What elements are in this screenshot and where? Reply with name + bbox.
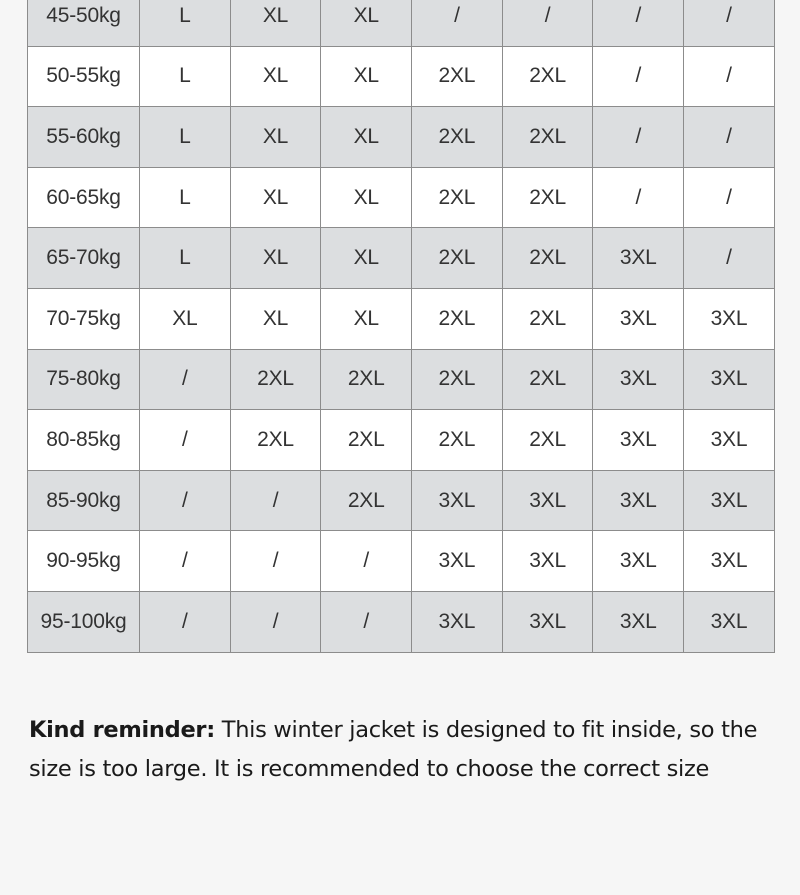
size-cell: 2XL: [502, 410, 593, 471]
size-cell: 3XL: [684, 591, 775, 652]
size-cell: 2XL: [321, 470, 412, 531]
weight-cell: 60-65kg: [28, 167, 140, 228]
weight-cell: 85-90kg: [28, 470, 140, 531]
size-cell: 2XL: [230, 349, 321, 410]
size-cell: /: [230, 470, 321, 531]
size-cell: XL: [140, 288, 231, 349]
table-row: [28, 46, 775, 107]
size-cell: XL: [321, 46, 412, 107]
table-row: [28, 349, 775, 410]
size-cell: XL: [230, 46, 321, 107]
size-cell: 3XL: [412, 591, 503, 652]
size-cell: 2XL: [502, 107, 593, 168]
size-cell: 2XL: [502, 228, 593, 289]
size-cell: 2XL: [412, 107, 503, 168]
size-cell: /: [593, 107, 684, 168]
size-cell: XL: [321, 0, 412, 46]
weight-cell: 75-80kg: [28, 349, 140, 410]
size-cell: 3XL: [593, 410, 684, 471]
size-cell: 3XL: [684, 349, 775, 410]
size-cell: /: [230, 531, 321, 592]
size-cell: XL: [321, 228, 412, 289]
size-cell: 3XL: [502, 470, 593, 531]
table-row: [28, 531, 775, 592]
size-cell: 3XL: [593, 531, 684, 592]
weight-cell: 90-95kg: [28, 531, 140, 592]
size-cell: /: [684, 167, 775, 228]
table-row: [28, 591, 775, 652]
size-cell: 3XL: [684, 531, 775, 592]
size-cell: XL: [230, 288, 321, 349]
size-cell: /: [502, 0, 593, 46]
size-cell: /: [321, 591, 412, 652]
size-cell: 3XL: [593, 349, 684, 410]
table-row: [28, 107, 775, 168]
size-cell: XL: [321, 167, 412, 228]
size-cell: 3XL: [502, 591, 593, 652]
kind-reminder-label: Kind reminder:: [29, 717, 215, 743]
size-cell: /: [593, 167, 684, 228]
size-cell: /: [140, 531, 231, 592]
size-cell: 3XL: [593, 470, 684, 531]
table-row: [28, 167, 775, 228]
size-cell: 2XL: [412, 288, 503, 349]
size-cell: /: [593, 46, 684, 107]
weight-cell: 95-100kg: [28, 591, 140, 652]
size-cell: XL: [230, 0, 321, 46]
size-chart-body: [28, 0, 775, 652]
size-cell: XL: [321, 288, 412, 349]
size-cell: 3XL: [593, 228, 684, 289]
size-cell: 3XL: [684, 470, 775, 531]
size-cell: XL: [230, 107, 321, 168]
size-cell: /: [140, 410, 231, 471]
size-cell: /: [593, 0, 684, 46]
size-cell: 2XL: [502, 167, 593, 228]
table-row: [28, 410, 775, 471]
size-cell: 2XL: [412, 167, 503, 228]
size-cell: 2XL: [321, 410, 412, 471]
size-cell: /: [684, 46, 775, 107]
table-row: [28, 470, 775, 531]
size-cell: 3XL: [412, 531, 503, 592]
size-cell: 2XL: [412, 46, 503, 107]
kind-reminder-text: This winter jacket is designed to fit inside, so the size is too large. It is recommended to choose the correct size: [29, 717, 758, 782]
size-cell: 2XL: [412, 410, 503, 471]
size-cell: 2XL: [412, 349, 503, 410]
size-cell: 2XL: [230, 410, 321, 471]
table-row: [28, 0, 775, 46]
size-cell: /: [684, 228, 775, 289]
weight-cell: 45-50kg: [28, 0, 140, 46]
table-row: [28, 228, 775, 289]
size-cell: 3XL: [593, 288, 684, 349]
size-cell: /: [412, 0, 503, 46]
size-cell: 2XL: [412, 228, 503, 289]
size-cell: /: [140, 470, 231, 531]
size-cell: /: [684, 0, 775, 46]
weight-cell: 55-60kg: [28, 107, 140, 168]
size-cell: /: [140, 349, 231, 410]
size-cell: 2XL: [502, 288, 593, 349]
size-cell: XL: [321, 107, 412, 168]
weight-cell: 50-55kg: [28, 46, 140, 107]
size-cell: 2XL: [321, 349, 412, 410]
size-cell: L: [140, 107, 231, 168]
size-cell: 3XL: [412, 470, 503, 531]
size-chart-table: [27, 0, 775, 653]
size-cell: XL: [230, 167, 321, 228]
kind-reminder: [29, 711, 779, 789]
size-cell: /: [140, 591, 231, 652]
size-cell: /: [684, 107, 775, 168]
size-cell: L: [140, 167, 231, 228]
size-cell: 3XL: [684, 410, 775, 471]
size-cell: XL: [230, 228, 321, 289]
size-cell: 2XL: [502, 349, 593, 410]
weight-cell: 65-70kg: [28, 228, 140, 289]
weight-cell: 70-75kg: [28, 288, 140, 349]
size-cell: L: [140, 228, 231, 289]
weight-cell: 80-85kg: [28, 410, 140, 471]
size-cell: L: [140, 46, 231, 107]
size-cell: 3XL: [684, 288, 775, 349]
size-cell: 3XL: [502, 531, 593, 592]
size-cell: L: [140, 0, 231, 46]
size-cell: 2XL: [502, 46, 593, 107]
size-cell: 3XL: [593, 591, 684, 652]
size-cell: /: [230, 591, 321, 652]
table-row: [28, 288, 775, 349]
size-cell: /: [321, 531, 412, 592]
